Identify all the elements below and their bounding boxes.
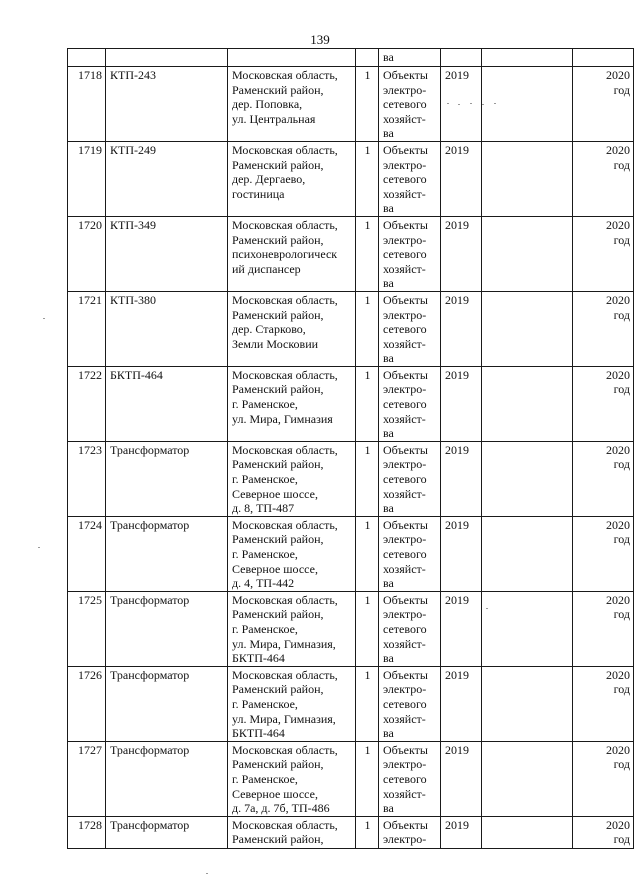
category-line: ва: [383, 501, 394, 516]
cell-empty: [482, 366, 573, 441]
address-line: Московская область,: [232, 217, 338, 232]
address-line: г. Раменское,: [232, 621, 298, 636]
category-line: ва: [383, 801, 394, 816]
address-line: ул. Центральная: [232, 111, 316, 126]
object-category: [379, 591, 441, 666]
target-line: год: [613, 307, 630, 322]
category-line: электро-: [383, 307, 427, 322]
cell-empty: [482, 441, 573, 516]
category-line: хозяйст-: [383, 111, 426, 126]
object-quantity: 1: [356, 666, 379, 741]
category-line: ва: [383, 276, 394, 291]
target-line: год: [613, 157, 630, 172]
object-year: 2019: [441, 67, 482, 142]
target-line: 2020: [606, 517, 630, 532]
category-line: сетевого: [383, 547, 427, 561]
cell-empty: [482, 666, 573, 741]
object-category: [379, 67, 441, 142]
table-row: [68, 666, 634, 741]
category-line: электро-: [383, 682, 427, 697]
target-year: [573, 291, 634, 366]
object-address: [228, 216, 356, 291]
scan-speck: [470, 103, 472, 104]
object-quantity: 1: [356, 441, 379, 516]
target-year: [573, 591, 634, 666]
category-line: Объекты: [383, 68, 428, 82]
cell-address: [228, 49, 356, 67]
target-line: год: [613, 607, 630, 622]
category-line: хозяйст-: [383, 411, 426, 426]
address-line: ул. Мира, Гимназия,: [232, 711, 336, 726]
cell-number: [68, 49, 106, 67]
target-line: год: [613, 532, 630, 547]
target-line: год: [613, 457, 630, 472]
object-address: [228, 516, 356, 591]
target-line: 2020: [606, 667, 630, 682]
row-number: 1718: [68, 67, 106, 142]
address-line: д. 4, ТП-442: [232, 576, 295, 591]
row-number: 1719: [68, 141, 106, 216]
row-number: 1720: [68, 216, 106, 291]
cell-quantity: [356, 49, 379, 67]
object-quantity: 1: [356, 516, 379, 591]
target-year: [573, 666, 634, 741]
object-quantity: 1: [356, 741, 379, 816]
object-name: Трансформатор: [106, 816, 228, 848]
category-line: сетевого: [383, 247, 427, 262]
address-line: гостиница: [232, 186, 285, 201]
address-line: г. Раменское,: [232, 771, 298, 786]
object-address: [228, 366, 356, 441]
object-quantity: 1: [356, 366, 379, 441]
address-line: Московская область,: [232, 592, 338, 607]
target-line: 2020: [606, 142, 630, 157]
cell-empty: [482, 291, 573, 366]
object-category: [379, 141, 441, 216]
address-line: Северное шоссе,: [232, 486, 318, 501]
object-name: Трансформатор: [106, 516, 228, 591]
target-line: 2020: [606, 367, 630, 382]
category-line: хозяйст-: [383, 186, 426, 201]
cell-target: [573, 49, 634, 67]
category-line: ва: [383, 201, 394, 216]
category-line: Объекты: [383, 442, 428, 457]
cell-empty: [482, 816, 573, 848]
target-line: год: [613, 232, 630, 247]
category-line: сетевого: [383, 322, 427, 337]
address-line: Московская область,: [232, 142, 338, 157]
category-line: электро-: [383, 607, 427, 622]
address-line: Земли Московии: [232, 336, 319, 351]
object-quantity: 1: [356, 291, 379, 366]
category-line: ва: [383, 726, 394, 741]
category-line: сетевого: [383, 621, 427, 636]
address-line: Раменский район,: [232, 82, 324, 97]
object-name: Трансформатор: [106, 441, 228, 516]
table-row: [68, 141, 634, 216]
category-line: хозяйст-: [383, 336, 426, 351]
object-year: 2019: [441, 141, 482, 216]
address-line: Раменский район,: [232, 607, 324, 622]
target-year: [573, 741, 634, 816]
category-line: ва: [383, 351, 394, 366]
address-line: Северное шоссе,: [232, 786, 318, 801]
category-line: электро-: [383, 532, 427, 547]
cell-year: [441, 49, 482, 67]
target-year: [573, 366, 634, 441]
object-category: [379, 216, 441, 291]
address-line: Московская область,: [232, 517, 338, 532]
object-address: [228, 67, 356, 142]
cell-empty: [482, 591, 573, 666]
object-name: БКТП-464: [106, 366, 228, 441]
table-body: [68, 49, 634, 849]
object-year: 2019: [441, 216, 482, 291]
category-line: Объекты: [383, 292, 428, 307]
address-line: Раменский район,: [232, 307, 324, 322]
address-line: Московская область,: [232, 367, 338, 382]
object-category: [379, 441, 441, 516]
object-category: [379, 666, 441, 741]
address-line: Московская область,: [232, 292, 338, 307]
category-line: сетевого: [383, 397, 427, 412]
table-row: [68, 741, 634, 816]
address-line: Северное шоссе,: [232, 561, 318, 576]
scan-speck: [494, 103, 496, 104]
category-line: Объекты: [383, 742, 428, 757]
category-line: электро-: [383, 157, 427, 172]
object-year: 2019: [441, 741, 482, 816]
category-line: сетевого: [383, 172, 427, 187]
scan-speck: [38, 547, 40, 548]
object-name: Трансформатор: [106, 741, 228, 816]
address-line: БКТП-464: [232, 726, 285, 741]
object-address: [228, 291, 356, 366]
category-line: электро-: [383, 457, 427, 472]
object-category: [379, 516, 441, 591]
object-year: 2019: [441, 441, 482, 516]
object-category: [379, 741, 441, 816]
object-quantity: 1: [356, 591, 379, 666]
scan-speck: [43, 318, 45, 319]
target-year: [573, 141, 634, 216]
cell-name: [106, 49, 228, 67]
object-year: 2019: [441, 666, 482, 741]
continuation-row: [68, 49, 634, 67]
address-line: Раменский район,: [232, 532, 324, 547]
category-line: Объекты: [383, 367, 428, 382]
object-address: [228, 666, 356, 741]
target-line: год: [613, 82, 630, 97]
address-line: БКТП-464: [232, 651, 285, 666]
address-line: Раменский район,: [232, 382, 324, 397]
target-line: 2020: [606, 68, 630, 82]
object-year: 2019: [441, 516, 482, 591]
category-line: электро-: [383, 232, 427, 247]
address-line: Московская область,: [232, 68, 338, 82]
category-line: хозяйст-: [383, 636, 426, 651]
target-line: год: [613, 382, 630, 397]
category-line: хозяйст-: [383, 561, 426, 576]
object-quantity: 1: [356, 816, 379, 848]
category-line: хозяйст-: [383, 711, 426, 726]
object-address: [228, 141, 356, 216]
object-name: Трансформатор: [106, 666, 228, 741]
category-line: сетевого: [383, 771, 427, 786]
object-quantity: 1: [356, 141, 379, 216]
target-year: [573, 516, 634, 591]
object-address: [228, 816, 356, 848]
address-line: психоневрологическ: [232, 247, 338, 262]
object-year: 2019: [441, 591, 482, 666]
category-line: электро-: [383, 382, 427, 397]
category-line: сетевого: [383, 472, 427, 487]
object-address: [228, 591, 356, 666]
address-line: г. Раменское,: [232, 547, 298, 561]
address-line: Раменский район,: [232, 232, 324, 247]
category-line: ва: [383, 426, 394, 441]
table-row: [68, 67, 634, 142]
object-address: [228, 441, 356, 516]
row-number: 1725: [68, 591, 106, 666]
category-line: Объекты: [383, 517, 428, 532]
row-number: 1728: [68, 816, 106, 848]
category-line: Объекты: [383, 142, 428, 157]
object-year: 2019: [441, 816, 482, 848]
cell-empty: [482, 141, 573, 216]
table-row: [68, 291, 634, 366]
object-name: Трансформатор: [106, 591, 228, 666]
scan-speck: [482, 104, 484, 105]
address-line: Раменский район,: [232, 457, 324, 472]
object-category: [379, 291, 441, 366]
scan-speck: [447, 103, 449, 104]
address-line: г. Раменское,: [232, 472, 298, 487]
target-year: [573, 816, 634, 848]
address-line: Раменский район,: [232, 682, 324, 697]
row-number: 1723: [68, 441, 106, 516]
address-line: Раменский район,: [232, 757, 324, 772]
scan-speck: [206, 873, 208, 874]
target-line: 2020: [606, 817, 630, 832]
object-category: [379, 816, 441, 848]
address-line: г. Раменское,: [232, 696, 298, 711]
address-line: д. 8, ТП-487: [232, 501, 295, 516]
object-name: КТП-349: [106, 216, 228, 291]
table-row: [68, 441, 634, 516]
category-line: ва: [383, 651, 394, 666]
address-line: дер. Старково,: [232, 322, 306, 337]
category-line: электро-: [383, 832, 427, 847]
table-row: [68, 516, 634, 591]
table-row: [68, 216, 634, 291]
category-line: хозяйст-: [383, 786, 426, 801]
target-line: год: [613, 682, 630, 697]
cell-empty: [482, 49, 573, 67]
table-row: [68, 366, 634, 441]
cell-empty: [482, 741, 573, 816]
cell-empty: [482, 216, 573, 291]
address-line: ий диспансер: [232, 261, 301, 276]
category-line: хозяйст-: [383, 261, 426, 276]
category-line: сетевого: [383, 97, 427, 112]
category-line: сетевого: [383, 696, 427, 711]
row-number: 1724: [68, 516, 106, 591]
category-line: Объекты: [383, 592, 428, 607]
cell-empty: [482, 516, 573, 591]
object-year: 2019: [441, 366, 482, 441]
target-year: [573, 216, 634, 291]
target-line: 2020: [606, 442, 630, 457]
address-line: Московская область,: [232, 817, 338, 832]
row-number: 1722: [68, 366, 106, 441]
target-line: год: [613, 757, 630, 772]
target-year: [573, 441, 634, 516]
row-number: 1726: [68, 666, 106, 741]
object-category: [379, 366, 441, 441]
target-line: 2020: [606, 292, 630, 307]
object-quantity: 1: [356, 216, 379, 291]
target-line: год: [613, 832, 630, 847]
target-line: 2020: [606, 217, 630, 232]
address-line: Московская область,: [232, 442, 338, 457]
page-number: 139: [310, 32, 330, 47]
scan-speck: [486, 608, 488, 609]
category-line: ва: [383, 50, 394, 64]
category-line: ва: [383, 126, 394, 141]
address-line: Московская область,: [232, 742, 338, 757]
address-line: ул. Мира, Гимназия: [232, 411, 333, 426]
address-line: д. 7а, д. 7б, ТП-486: [232, 801, 330, 816]
scan-speck: [458, 104, 460, 105]
cell-category: [379, 49, 441, 67]
category-line: электро-: [383, 757, 427, 772]
table-row: [68, 816, 634, 848]
row-number: 1721: [68, 291, 106, 366]
object-name: КТП-249: [106, 141, 228, 216]
category-line: Объекты: [383, 817, 428, 832]
category-line: Объекты: [383, 667, 428, 682]
category-line: хозяйст-: [383, 486, 426, 501]
object-name: КТП-380: [106, 291, 228, 366]
object-address: [228, 741, 356, 816]
category-line: Объекты: [383, 217, 428, 232]
row-number: 1727: [68, 741, 106, 816]
address-line: г. Раменское,: [232, 397, 298, 412]
category-line: ва: [383, 576, 394, 591]
object-quantity: 1: [356, 67, 379, 142]
object-name: КТП-243: [106, 67, 228, 142]
table-row: [68, 591, 634, 666]
address-line: Московская область,: [232, 667, 338, 682]
registry-table: [67, 48, 634, 849]
address-line: Раменский район,: [232, 157, 324, 172]
address-line: дер. Поповка,: [232, 97, 303, 112]
address-line: Раменский район,: [232, 832, 324, 847]
object-year: 2019: [441, 291, 482, 366]
target-line: 2020: [606, 592, 630, 607]
target-line: 2020: [606, 742, 630, 757]
address-line: дер. Дергаево,: [232, 172, 306, 187]
target-year: [573, 67, 634, 142]
address-line: ул. Мира, Гимназия,: [232, 636, 336, 651]
category-line: электро-: [383, 82, 427, 97]
